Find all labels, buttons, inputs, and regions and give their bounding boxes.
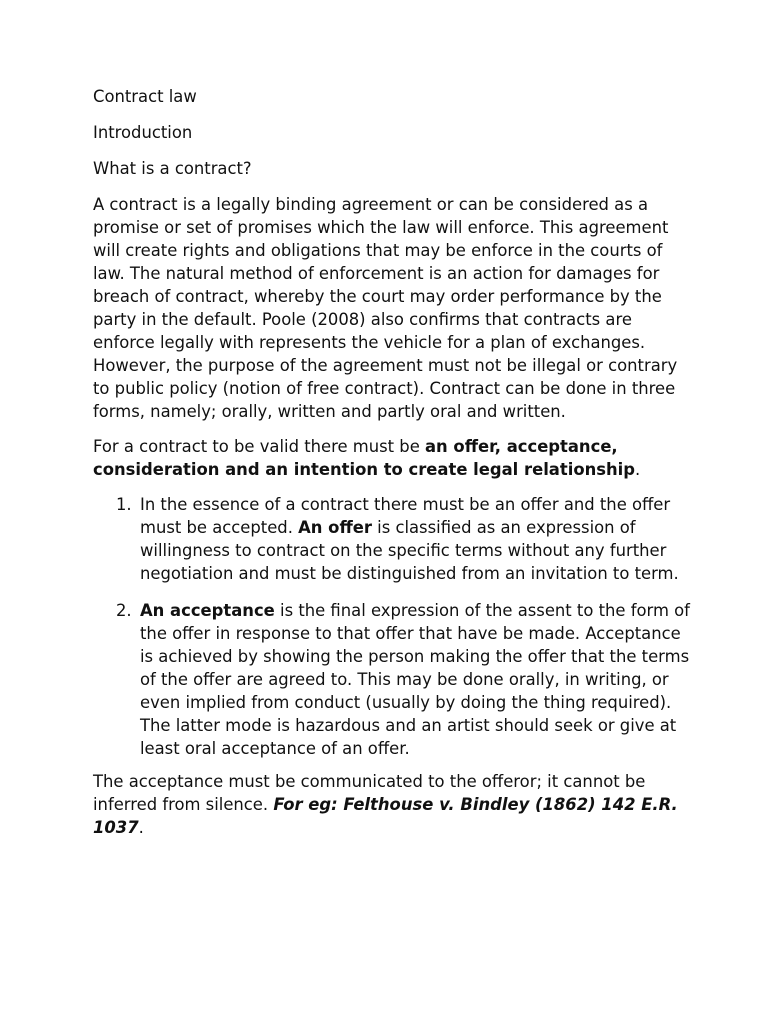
paragraph-definition: A contract is a legally binding agreement or can be considered as a promise or set of promises which the law will enforce. This agreement will create rights and obligations that may be enforce in the courts of law. The natural method of enforcement is an action for damages for breach of contract, whereby the court may order performance by the party in the default. Poole (2008) also confirms that contracts are enforce legally with represents the vehicle for a plan of exchanges. However, the purpose of the agreement must not be illegal or contrary to public policy (notion of free contract). Contract can be done in three forms, namely; orally, written and partly oral and written. [93,195,678,421]
list-item-tail: is the final expression of the assent to the form of the offer in response to that offer that have be made. Acceptance is achieved by showing the person making the offer that the terms of the offer are agreed to. This may be done orally, in writing, or even implied from conduct (usually by doing the thing required). The latter mode is hazardous and an artist should seek or give at least oral acceptance of an offer. [140,601,690,758]
list-item-tail: is classified as an expression of willingness to contract on the specific terms without any further negotiation and must be distinguished from an invitation to term. [140,518,679,583]
question-heading: What is a contract? [93,159,252,178]
list-item-lead: In the essence of a contract there must be an offer and the offer must be accepted. [140,495,671,537]
paragraph-acceptance-tail: . [138,818,144,837]
document-page [93,85,693,839]
case-citation: For eg: Felthouse v. Bindley (1862) 142 E.R. 1037 [93,795,678,837]
list-number: 1. [116,495,132,514]
paragraph-validity [93,435,693,481]
list-item [93,599,693,760]
paragraph-acceptance [93,770,693,839]
list-item-bold: An offer [298,518,372,537]
list-item [93,493,693,585]
paragraph-validity-tail: . [635,460,641,479]
paragraph-acceptance-lead: The acceptance must be communicated to the offeror; it cannot be inferred from silence. [93,772,646,814]
list-item-bold: An acceptance [140,601,275,620]
numbered-list [93,493,693,760]
paragraph-validity-bold: an offer, acceptance, consideration and an intention to create legal relationship [93,437,636,479]
section-heading: Introduction [93,123,193,142]
document-title: Contract law [93,87,197,106]
paragraph-validity-lead: For a contract to be valid there must be [93,437,425,456]
list-number: 2. [116,601,132,620]
